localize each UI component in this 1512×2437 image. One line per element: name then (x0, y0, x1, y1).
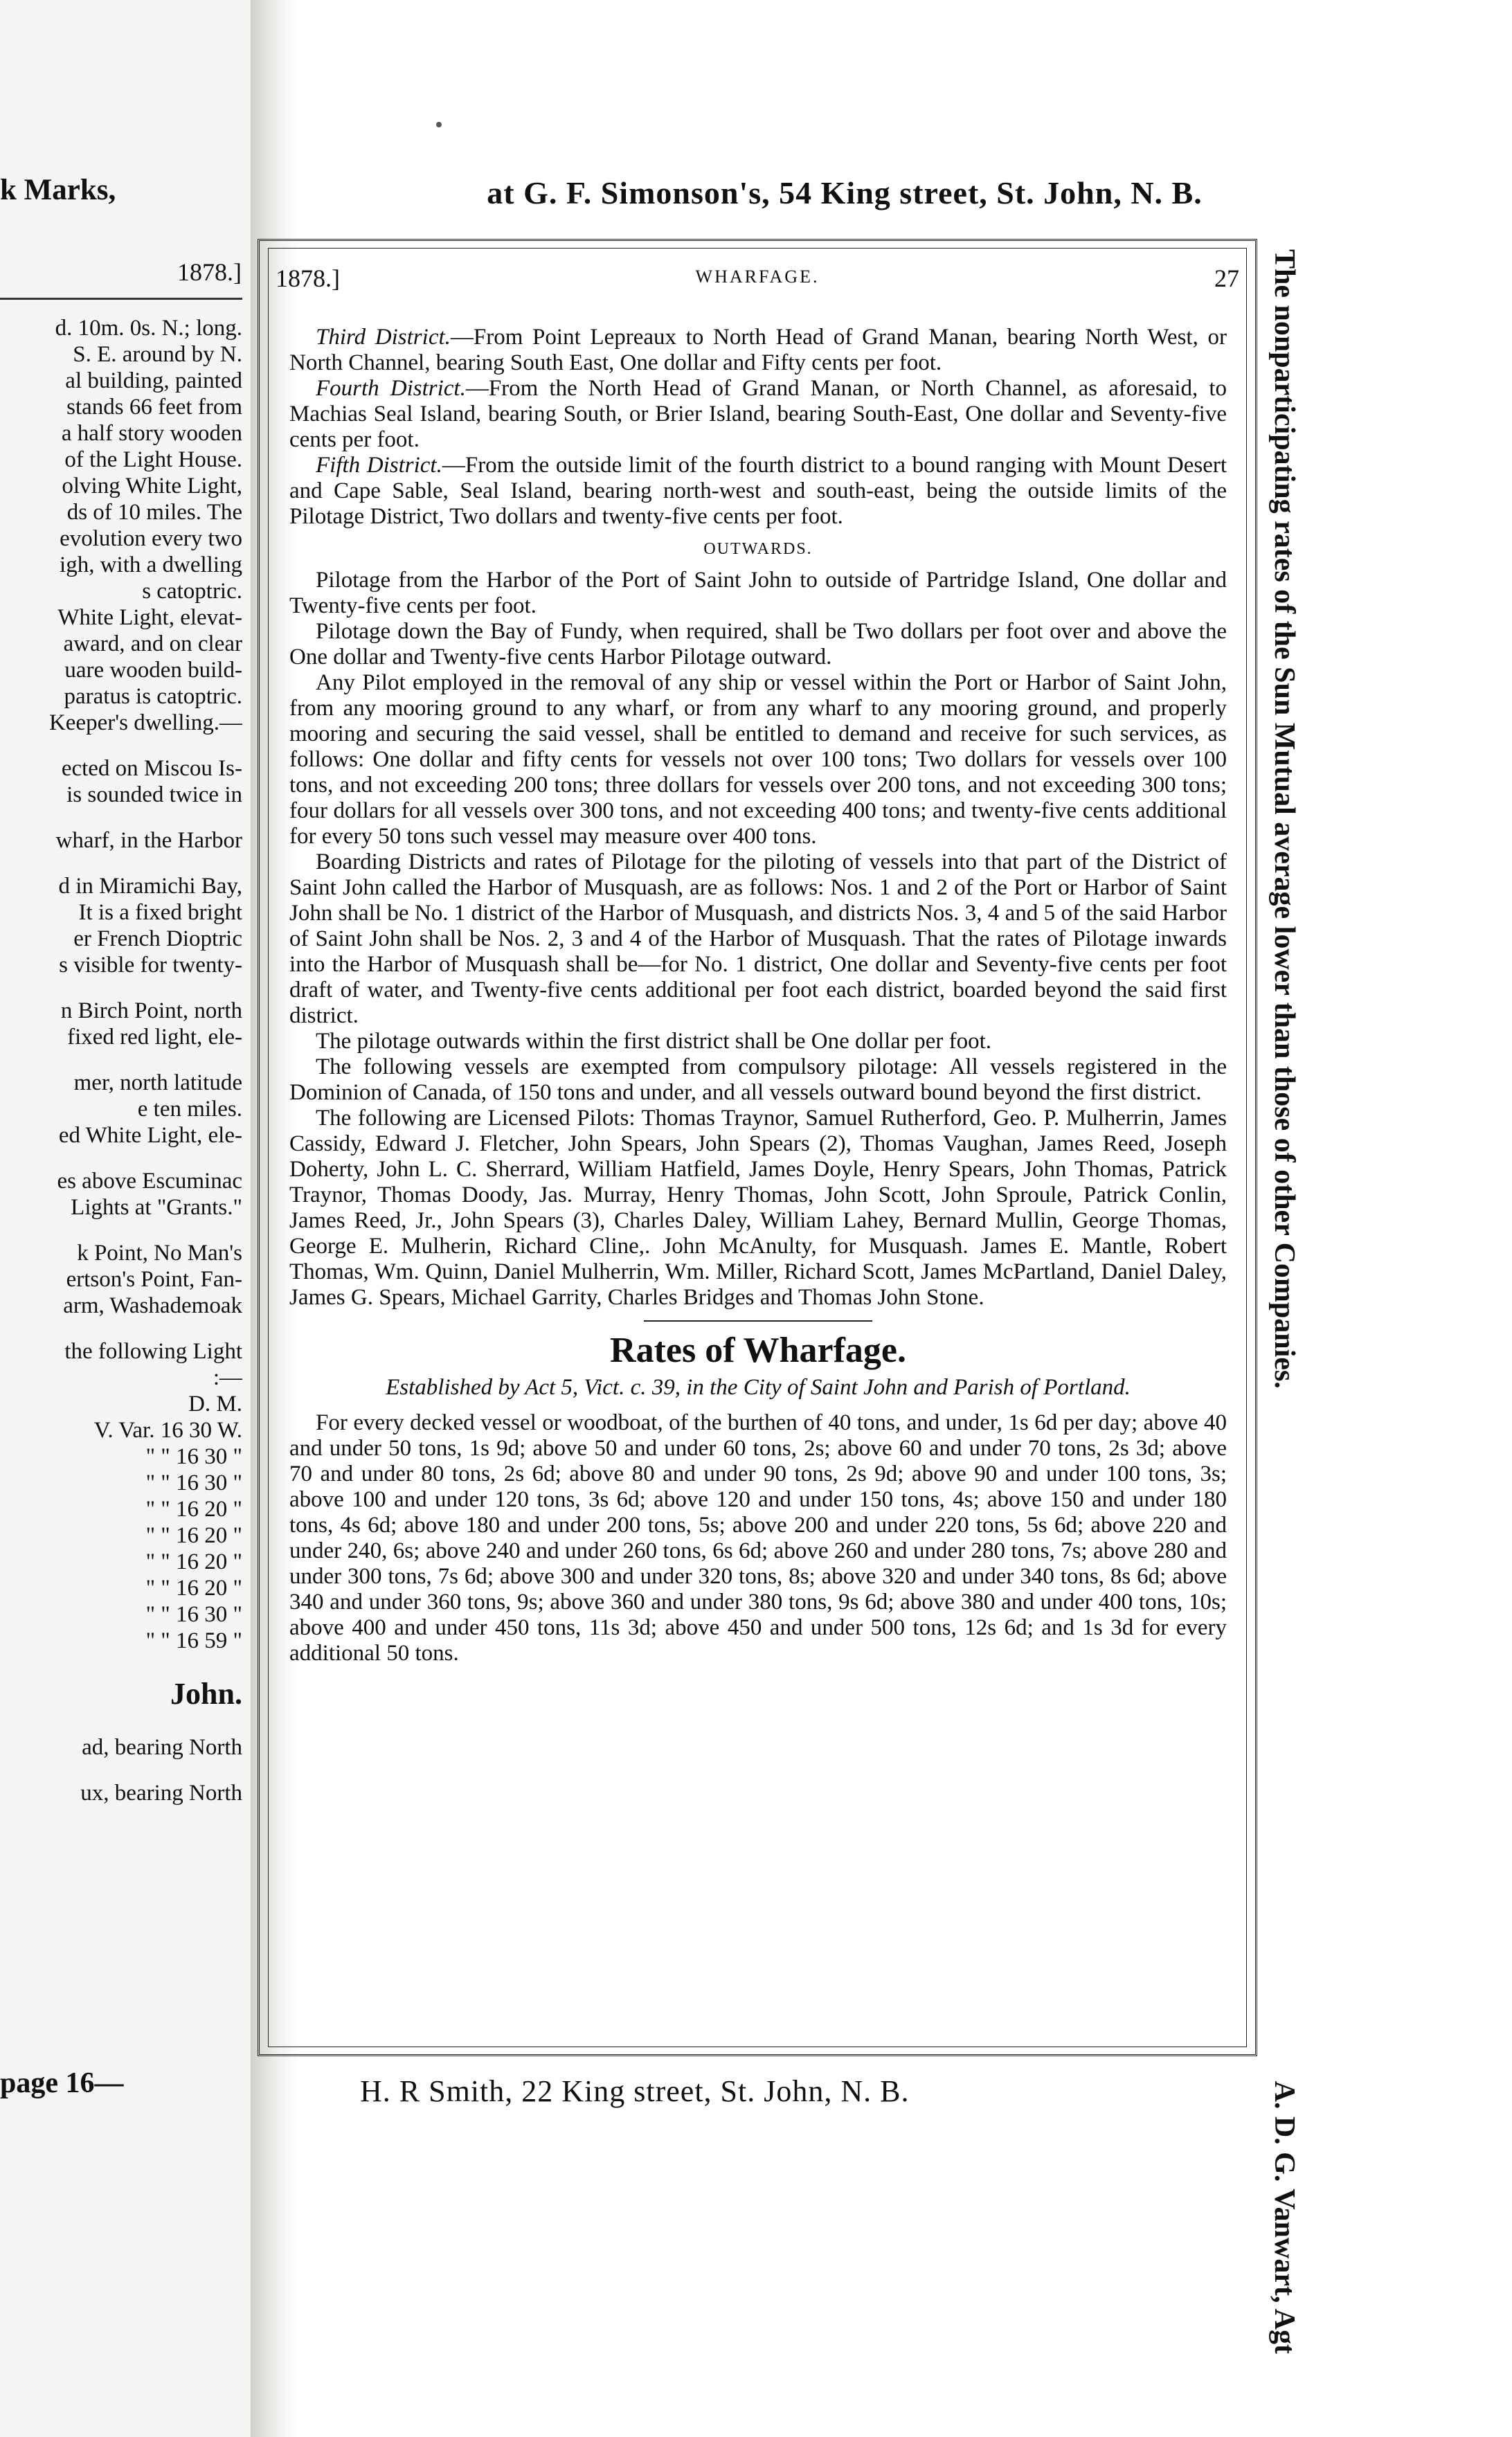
left-page-spacer (0, 978, 242, 998)
left-page-line: igh, with a dwelling (60, 552, 242, 577)
left-page-spacer (0, 1654, 242, 1673)
left-page-line: John. (170, 1677, 242, 1711)
left-page-line: :— (213, 1365, 242, 1390)
left-page-line: al building, painted (65, 368, 242, 393)
outwards-heading: OUTWARDS. (703, 540, 813, 558)
outwards-paragraph-1: Pilotage from the Harbor of the Port of Saint John to outside of Partridge Island, One dollar and Twenty-five cents per foot. (289, 568, 1227, 618)
margin-ad-text: The nonparticipating rates of the Sun Mutual average lower than those of other Companies. (1268, 249, 1300, 1389)
left-page-spacer (0, 1319, 242, 1338)
left-page-line: s catoptric. (142, 579, 242, 604)
section-divider (644, 1320, 872, 1322)
left-page-line: fixed red light, ele- (67, 1025, 242, 1050)
left-page-line: evolution every two (60, 526, 242, 551)
left-page-line: It is a fixed bright (78, 900, 242, 925)
left-page-line: e ten miles. (137, 1097, 242, 1122)
left-page-line: White Light, elevat- (57, 605, 242, 630)
left-page-line: ected on Miscou Is- (61, 756, 242, 781)
left-page-line: D. M. (188, 1392, 242, 1417)
left-page-spacer (0, 1221, 242, 1240)
left-page-line: paratus is catoptric. (64, 684, 242, 709)
running-head (276, 264, 1239, 298)
fourth-district-paragraph (289, 376, 1227, 453)
left-page-line: " " 16 30 " (145, 1471, 242, 1495)
left-page-line: ad, bearing North (82, 1735, 242, 1760)
left-page-line: uare wooden build- (64, 658, 242, 683)
fourth-district-text: —From the North Head of Grand Manan, or North Channel, as aforesaid, to Machias Seal Island, bearing South, or Brier Island, bearing South-East, One dollar and Seventy-five cents per foot. (289, 376, 1227, 452)
left-page-line: " " 16 20 " (145, 1549, 242, 1574)
fifth-district-text: —From the outside limit of the fourth district to a bound ranging with Mount Desert and Cape Sable, Seal Island, bearing north-west and south-east, being the outside limits of the Pilotage District, Two dollars and twenty-five cents per foot. (289, 453, 1227, 529)
left-page-spacer (0, 854, 242, 873)
left-page-line: ertson's Point, Fan- (66, 1267, 242, 1292)
exempted-paragraph: The following vessels are exempted from compulsory pilotage: All vessels registered in the Dominion of Canada, of 150 tons and under, and all vessels outward bound beyond the first district. (289, 1054, 1227, 1105)
page-footer: H. R Smith, 22 King street, St. John, N. B. (360, 2074, 910, 2108)
wharfage-rates-paragraph: For every decked vessel or woodboat, of the burthen of 40 tons, and under, 1s 6d per day; above 40 and under 50 tons, 1s 9d; above 50 and under 60 tons, 2s; above 60 and under 70 tons, 2s 3d; above 70 and under 80 tons, 2s 6d; above 80 and under 90 tons, 2s 9d; above 90 and under 100 tons, 3s; above 100 and under 120 tons, 3s 6d; above 120 and under 150 tons, 4s; above 150 and under 180 tons, 4s 6d; above 180 and under 200 tons, 5s; above 200 and under 220 tons, 5s 6d; above 220 and under 240, 6s; above 240 and under 260 tons, 6s 6d; above 260 and under 280 tons, 7s; above 280 and under 300 tons, 7s 6d; above 300 and under 320 tons, 8s; above 320 and under 340 tons, 8s 6d; above 340 and under 360 tons, 9s; above 360 and under 380 tons, 9s 6d; above 380 and under 400 tons, 10s; above 400 and under 450 tons, 11s 3d; above 450 and under 500 tons, 12s 6d; and 1s 3d for every additional 50 tons. (289, 1410, 1227, 1666)
left-page-line: wharf, in the Harbor (55, 828, 242, 853)
left-page-line: Lights at "Grants." (71, 1195, 242, 1220)
removal-paragraph: Any Pilot employed in the removal of any ship or vessel within the Port or Harbor of Saint John, from any mooring ground to any wharf, or from any wharf to any mooring ground, and properly mooring and securing the said vessel, shall be entitled to demand and receive for such services, as follows: One dollar and fifty cents for vessels not over 100 tons; Two dollars for vessels over 100 tons, and not exceeding 200 tons; three dollars for vessels over 200 tons, and not exceeding 300 tons; four dollars for all vessels over 300 tons, and not exceeding 400 tons; and twenty-five cents additional for every 50 tons such vessel may measure over 400 tons. (289, 670, 1227, 849)
page-number: 27 (1214, 264, 1239, 292)
left-page-line: ed White Light, ele- (58, 1123, 242, 1148)
left-page-line: s visible for twenty- (59, 953, 242, 978)
third-district-paragraph (289, 325, 1227, 376)
fourth-district-label: Fourth District. (316, 376, 466, 401)
outwards-first-district-paragraph: The pilotage outwards within the first district shall be One dollar per foot. (316, 1029, 992, 1054)
left-page-line: er French Dioptric (73, 926, 242, 951)
left-page-spacer (0, 1761, 242, 1780)
left-page-line: olving White Light, (62, 474, 242, 498)
left-page-line: of the Light House. (64, 447, 242, 472)
left-page-line: " " 16 30 " (145, 1602, 242, 1627)
licensed-pilots-paragraph: The following are Licensed Pilots: Thomas Traynor, Samuel Rutherford, Geo. P. Mulherrin, James Cassidy, Edward J. Fletcher, John Spears, John Spears (2), Thomas Vaughan, James Reed, Joseph Doherty, John L. C. Sherrard, William Hatfield, James Doyle, Henry Spears, John Thomas, Patrick Traynor, Thomas Doody, Jas. Murray, Henry Thomas, John Scott, John Sproule, Patrick Conlin, James Reed, Jr., John Spears (3), Charles Daley, William Lahey, Bernard Mullin, George Thomas, George E. Mulherin, Richard Cline,. John McAnulty, for Musquash. James E. Mantle, Robert Thomas, Wm. Quinn, Daniel Mulherrin, Wm. Miller, Richard Scott, James McPartland, Daniel Daley, James G. Spears, Michael Garrity, Charles Bridges and Thomas John Stone. (289, 1106, 1227, 1310)
left-page-header: k Marks, (0, 174, 116, 206)
left-page-line: ds of 10 miles. The (66, 500, 242, 525)
left-page-line: d. 10m. 0s. N.; long. (55, 316, 242, 341)
third-district-text: —From Point Lepreaux to North Head of Grand Manan, bearing North West, or North Channel, bearing South East, One dollar and Fifty cents per foot. (289, 325, 1227, 375)
left-page-spacer (0, 808, 242, 827)
left-page-line: " " 16 20 " (145, 1523, 242, 1548)
page-content (289, 325, 1227, 1666)
left-page-line: " " 16 30 " (145, 1444, 242, 1469)
left-page-line: d in Miramichi Bay, (58, 874, 242, 899)
left-page-line: n Birch Point, north (60, 998, 242, 1023)
left-page-line: arm, Washademoak (63, 1293, 242, 1318)
left-page-fragment (0, 0, 251, 2437)
print-speck (436, 122, 442, 127)
left-page-line: V. Var. 16 30 W. (93, 1418, 242, 1443)
left-page-line: mer, north latitude (73, 1070, 242, 1095)
left-page-line: " " 16 59 " (145, 1628, 242, 1653)
left-page-spacer (0, 736, 242, 755)
wharfage-established: Established by Act 5, Vict. c. 39, in the City of Saint John and Parish of Portland. (386, 1375, 1131, 1400)
left-page-line: a half story wooden (61, 421, 242, 446)
margin-advertisement (1263, 249, 1305, 2354)
running-head-title: WHARFAGE. (695, 267, 820, 287)
outwards-paragraph-2: Pilotage down the Bay of Fundy, when required, shall be Two dollars per foot over and above the One dollar and Twenty-five cents Harbor Pilotage outward. (289, 619, 1227, 669)
page-frame-inner (268, 248, 1247, 2047)
left-page-year: 1878.] (177, 258, 242, 286)
left-page-line: the following Light (64, 1339, 242, 1364)
left-page-line: " " 16 20 " (145, 1576, 242, 1601)
musquash-paragraph: Boarding Districts and rates of Pilotage for the piloting of vessels into that part of the District of Saint John called the Harbor of Musquash, are as follows: Nos. 1 and 2 of the Port or Harbor of Saint John shall be No. 1 district of the Harbor of Musquash, and districts Nos. 3, 4 and 5 of the said Harbor of Saint John shall be Nos. 2, 3 and 4 of the Harbor of Musquash. That the rates of Pilotage inwards into the Harbor of Musquash shall be—for No. 1 district, One dollar and Seventy-five cents per foot draft of water, and Twenty-five cents additional per foot each district, boarded beyond the said first district. (289, 849, 1227, 1028)
page-frame (258, 239, 1257, 2056)
left-page-line: award, and on clear (63, 631, 242, 656)
left-page-line: stands 66 feet from (66, 395, 242, 420)
left-page-line: " " 16 20 " (145, 1497, 242, 1522)
left-page-spacer (0, 1149, 242, 1168)
left-page-line: es above Escuminac (57, 1169, 242, 1194)
fifth-district-paragraph (289, 453, 1227, 530)
left-page-line: ux, bearing North (80, 1781, 242, 1806)
left-page-text (0, 315, 242, 1806)
left-page-rule (0, 298, 242, 300)
left-page-line: Keeper's dwelling.— (48, 710, 242, 735)
page-header: at G. F. Simonson's, 54 King street, St. John, N. B. (487, 175, 1203, 210)
fifth-district-label: Fifth District. (316, 453, 442, 478)
margin-ad-agent: A. D. G. Vanwart, Agt (1268, 2080, 1300, 2354)
running-head-year: 1878.] (276, 264, 340, 292)
left-page-spacer (0, 1715, 242, 1734)
left-page-footer: page 16— (0, 2067, 124, 2099)
left-page-line: k Point, No Man's (77, 1241, 242, 1266)
third-district-label: Third District. (316, 325, 451, 350)
wharfage-heading: Rates of Wharfage. (610, 1331, 906, 1370)
left-page-line: S. E. around by N. (73, 342, 242, 367)
left-page-line: is sounded twice in (66, 782, 242, 807)
left-page-spacer (0, 1050, 242, 1070)
